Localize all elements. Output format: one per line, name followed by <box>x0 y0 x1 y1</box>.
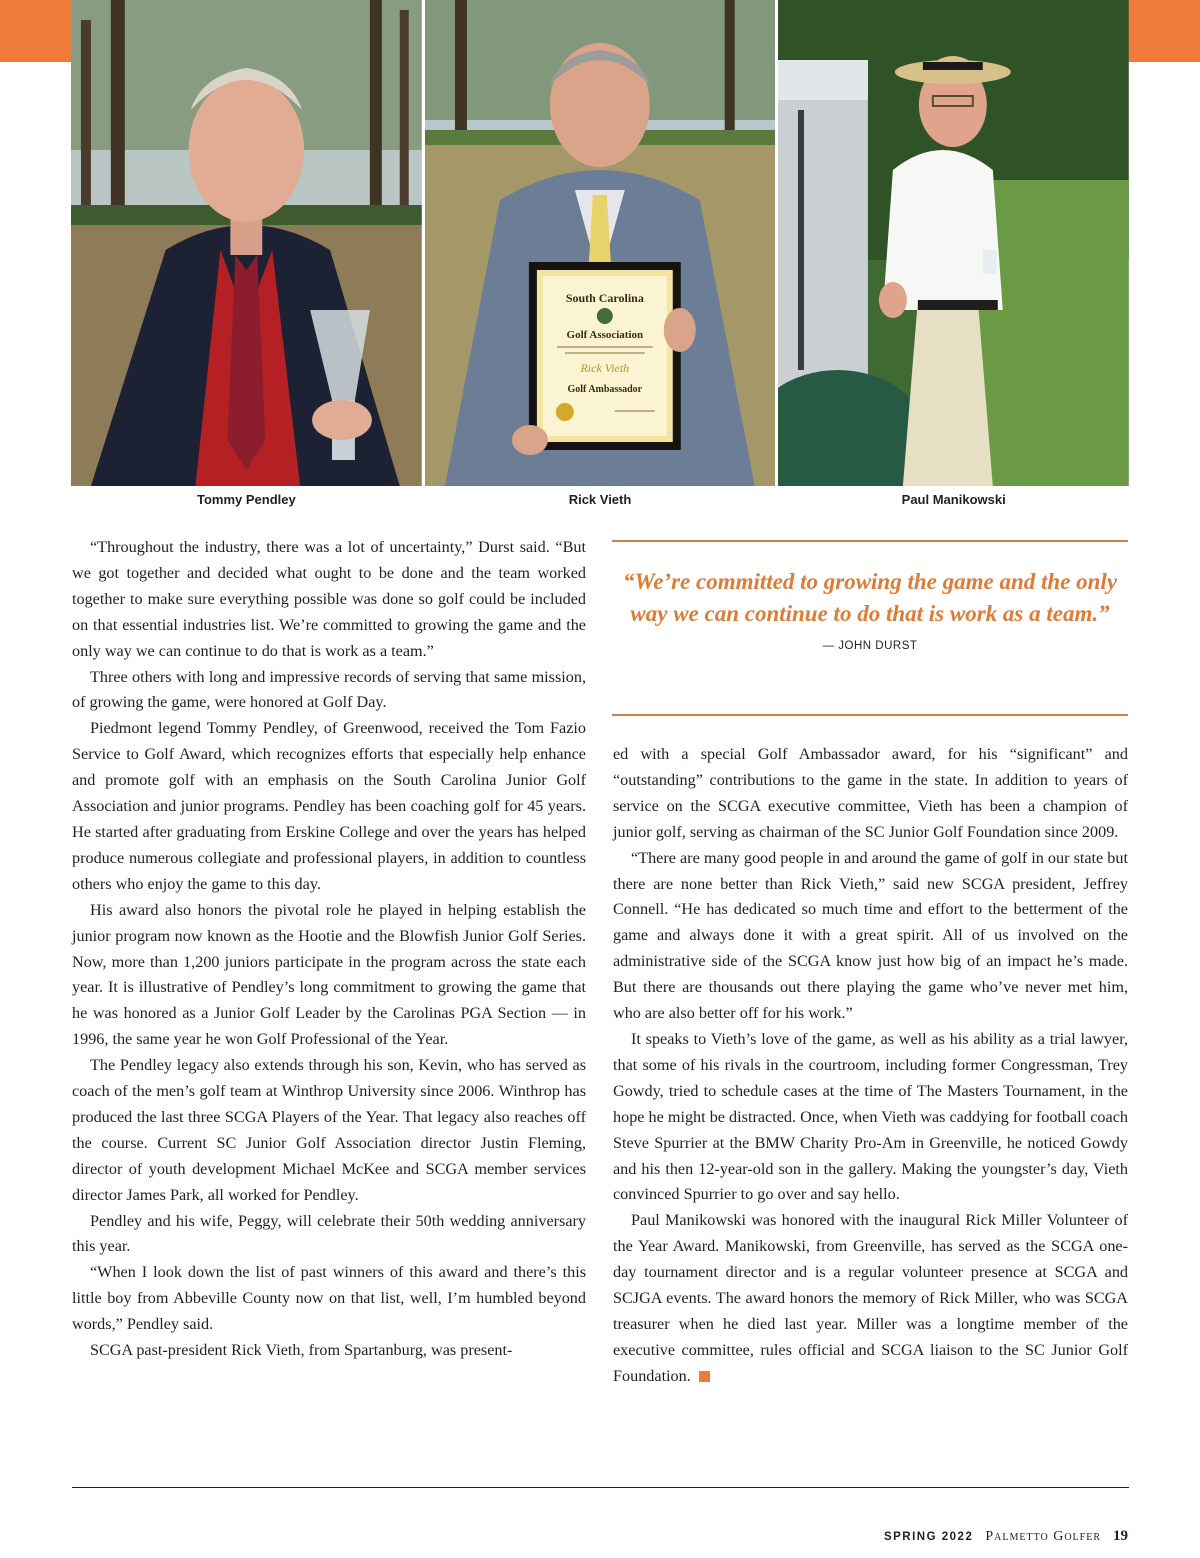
caption-rick-vieth: Rick Vieth <box>568 492 632 507</box>
paragraph: “When I look down the list of past winners of this award and there’s this little boy from Abbeville County now on that list, well, I’m humbled beyond words,” Pendley said. <box>72 1263 586 1334</box>
paragraph-text: Paul Manikowski was honored with the inaugural Rick Miller Volunteer of the Year Award. Manikowski, from Greenville, has served as the SCGA one-day tournament director and is a regular volunteer presence at SCGA and SCJGA events. The award honors the memory of Rick Miller, who was SCGA treasurer when he died last year. Miller was a longtime member of the executive committee, rules official and SCGA liaison to the SC Junior Golf Foundation. <box>613 1211 1128 1385</box>
paragraph: Three others with long and impressive records of serving that same mission, of growing the game, were honored at Golf Day. <box>72 667 586 712</box>
orange-corner-tab-right <box>1128 0 1200 62</box>
article-column-left <box>72 535 586 1364</box>
paragraph: SCGA past-president Rick Vieth, from Spartanburg, was present- <box>90 1341 513 1360</box>
footer-issue: SPRING 2022 <box>883 1531 974 1543</box>
paragraph: ed with a special Golf Ambassador award, for his “significant” and “outstanding” contributions to the game in the state. In addition to years of service on the SCGA executive committee, Vieth has been a champion of junior golf, serving as chairman of the SC Junior Golf Foundation since 2009. <box>613 745 1128 841</box>
paragraph: Piedmont legend Tommy Pendley, of Greenwood, received the Tom Fazio Service to Golf Award, which recognizes efforts that especially help enhance and promote golf with an emphasis on the South Carolina Junior Golf Association and junior programs. Pendley has been coaching golf for 45 years. He started after graduating from Erskine College and over the years has helped produce numerous collegiate and professional players, in addition to countless others who enjoy the game to this day. <box>72 719 586 893</box>
paragraph: His award also honors the pivotal role he played in helping establish the junior program now known as the Hootie and the Blowfish Junior Golf Series. Now, more than 1,200 juniors participate in the program across the state each year. It is illustrative of Pendley’s long commitment to growing the game that he was honored as a Junior Golf Leader by the Carolinas PGA Section — in 1996, the same year he won Golf Professional of the Year. <box>72 900 586 1049</box>
paragraph: “Throughout the industry, there was a lot of uncertainty,” Durst said. “But we got together and decided what ought to be done and the team worked together to make sure everything possible was done so golf could be included on that essential industries list. We’re committed to growing the game and the only way we can continue to do that is work as a team.” <box>72 538 586 660</box>
page-number: 19 <box>1113 1528 1128 1544</box>
certificate-line1: South Carolina <box>565 290 644 306</box>
orange-corner-tab-left <box>0 0 72 62</box>
pull-quote-author: — JOHN DURST <box>822 640 918 652</box>
certificate-line2: Golf Association <box>566 328 643 342</box>
caption-tommy-pendley: Tommy Pendley <box>196 492 296 507</box>
paragraph: “There are many good people in and around the game of golf in our state but there are none better than Rick Vieth,” said new SCGA president, Jeffrey Connell. “He has dedicated so much time and effort to the betterment of the game and always done it with a great spirit. All of us involved on the administrative side of the SCGA know just how big of an impact he’s made. But there are thousands out there playing the game who’ve never met him, who are also better off for his work.” <box>613 848 1128 1023</box>
paragraph: It speaks to Vieth’s love of the game, as well as his ability as a trial lawyer, that some of his rivals in the courtroom, including former Congressman, Trey Gowdy, tried to schedule cases at the time of The Masters Tournament, in the hope he might be distracted. Once, when Vieth was caddying for football coach Steve Spurrier at the BMW Charity Pro-Am in Greenville, he noticed Gowdy and his then 12-year-old son in the gallery. Making the youngster’s day, Vieth convinced Spurrier to go over and say hello. <box>613 1029 1128 1204</box>
footer-magazine-name: Palmetto Golfer <box>985 1529 1101 1544</box>
pull-quote <box>612 540 1128 716</box>
certificate-award: Golf Ambassador <box>567 383 642 396</box>
end-mark-icon <box>699 1371 710 1382</box>
photo-rick-vieth <box>425 0 776 486</box>
certificate-name: Rick Vieth <box>580 360 629 376</box>
paragraph: The Pendley legacy also extends through his son, Kevin, who has served as coach of the men’s golf team at Winthrop University since 2006. Winthrop has produced the last three SCGA Players of the Year. That legacy also reaches off the course. Current SC Junior Golf Association director Justin Fleming, director of youth development Michael McKee and SCGA member services director James Park, all worked for Pendley. <box>72 1056 586 1204</box>
photo-strip <box>71 0 1129 486</box>
page-footer <box>884 1528 1128 1545</box>
footer-rule <box>72 1487 1129 1488</box>
caption-paul-manikowski: Paul Manikowski <box>901 492 1006 507</box>
pull-quote-text: “We’re committed to growing the game and the only way we can continue to do that is work as a team.” <box>622 569 1118 626</box>
photo-tommy-pendley <box>71 0 422 486</box>
photo-paul-manikowski <box>778 0 1129 486</box>
photo-captions <box>71 492 1129 507</box>
paragraph <box>613 1208 1128 1389</box>
article-column-right <box>613 742 1128 1390</box>
paragraph: Pendley and his wife, Peggy, will celebrate their 50th wedding anniversary this year. <box>72 1211 586 1256</box>
